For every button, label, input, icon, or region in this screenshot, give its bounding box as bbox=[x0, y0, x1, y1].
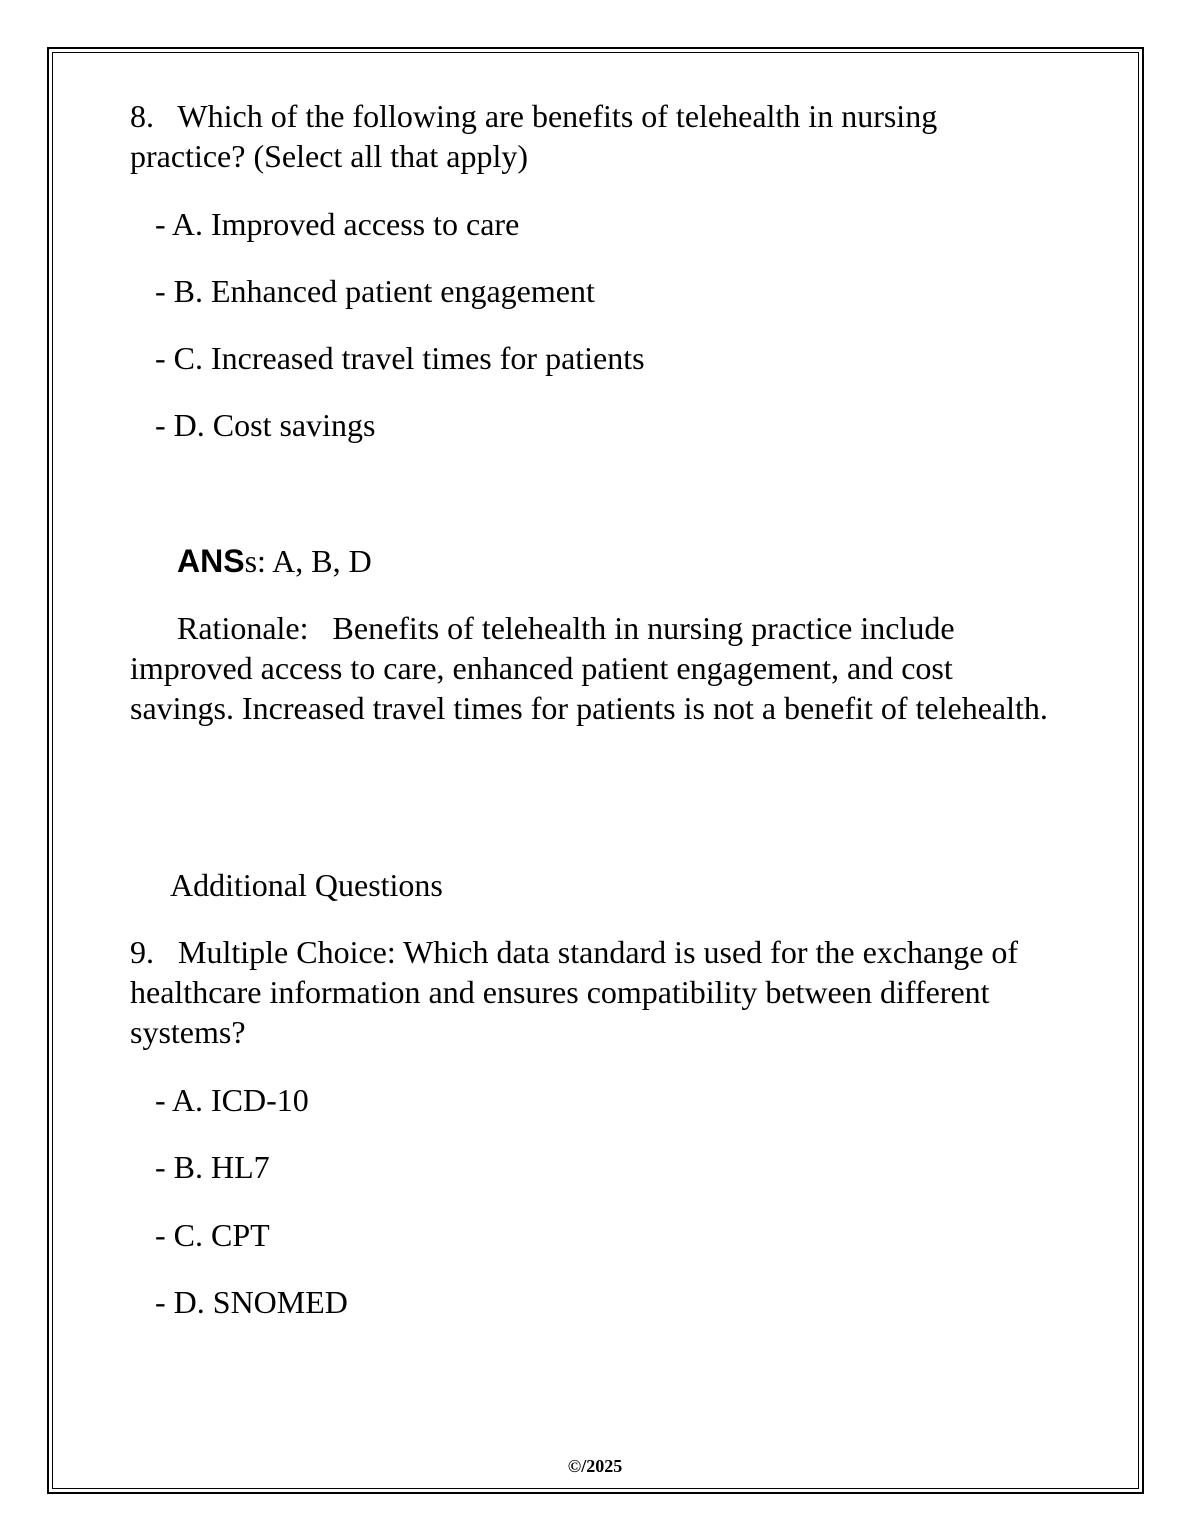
question-number: 9. bbox=[130, 934, 154, 970]
question-number: 8. bbox=[130, 98, 154, 134]
answer bbox=[177, 541, 1097, 581]
option-b: - B. Enhanced patient engagement bbox=[155, 273, 595, 309]
rationale-text: Benefits of telehealth in nursing practice include improved access to care, enhanced patient engagement, and cost savings. Increased travel times for patients is not a benefit of telehealth. bbox=[130, 610, 1048, 726]
option-b: - B. HL7 bbox=[155, 1149, 270, 1185]
option-d: - D. SNOMED bbox=[155, 1284, 348, 1320]
rationale-label: Rationale: bbox=[177, 610, 309, 646]
option-d: - D. Cost savings bbox=[155, 407, 376, 443]
section-heading: Additional Questions bbox=[170, 867, 443, 903]
option-a: - A. ICD-10 bbox=[155, 1082, 309, 1118]
option-c: - C. Increased travel times for patients bbox=[155, 340, 645, 376]
answer-label: ANS bbox=[177, 543, 245, 579]
footer-copyright: ©/2025 bbox=[567, 1456, 623, 1476]
question-9 bbox=[130, 932, 1050, 1052]
option-a: - A. Improved access to care bbox=[155, 206, 520, 242]
question-text: Multiple Choice: Which data standard is used for the exchange of healthcare information and ensures compatibility between different systems? bbox=[130, 934, 1027, 1050]
option-c: - C. CPT bbox=[155, 1217, 270, 1253]
question-text: Which of the following are benefits of telehealth in nursing practice? (Select all that apply) bbox=[130, 98, 946, 174]
rationale bbox=[130, 608, 1050, 728]
question-8 bbox=[130, 96, 1050, 176]
answer-value: s: A, B, D bbox=[244, 543, 372, 579]
page-border-inner bbox=[52, 52, 1139, 1489]
